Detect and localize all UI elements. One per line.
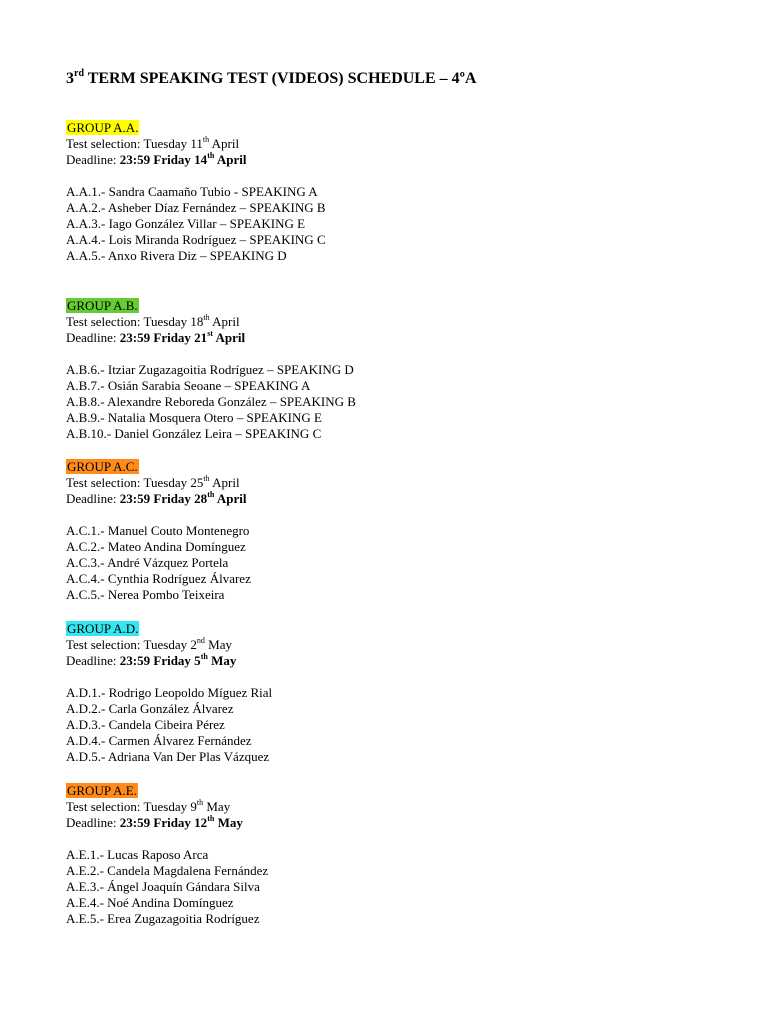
student-list-item: A.D.3.- Candela Cibeira Pérez [66,717,225,732]
student-list-item: A.B.10.- Daniel González Leira – SPEAKING C [66,426,322,441]
student-list-item: A.C.1.- Manuel Couto Montenegro [66,523,250,538]
student-list-item: A.D.5.- Adriana Van Der Plas Vázquez [66,749,270,764]
title-text: TERM SPEAKING TEST (VIDEOS) SCHEDULE – 4ºA [84,70,477,87]
student-list-item: A.C.5.- Nerea Pombo Teixeira [66,587,225,602]
student-list-item: A.E.1.- Lucas Raposo Arca [66,847,209,862]
student-list-item: A.D.1.- Rodrigo Leopoldo Míguez Rial [66,685,273,700]
student-list-item: A.C.2.- Mateo Andina Domínguez [66,539,246,554]
student-list-item: A.C.3.- André Vázquez Portela [66,555,229,570]
group-section-ab [66,298,726,442]
deadline-line: Deadline: 23:59 Friday 5th May [66,651,237,668]
student-list-item: A.B.8.- Alexandre Reboreda González – SPEAKING B [66,394,356,409]
group-section-ae [66,783,726,927]
student-list-item: A.E.4.- Noé Andina Domínguez [66,895,234,910]
student-list-item: A.C.4.- Cynthia Rodríguez Álvarez [66,571,251,586]
student-list-item: A.B.9.- Natalia Mosquera Otero – SPEAKING E [66,410,322,425]
group-section-ac [66,459,726,603]
group-label: GROUP A.E. [67,783,137,798]
student-list-item: A.E.2.- Candela Magdalena Fernández [66,863,269,878]
student-list-item: A.E.3.- Ángel Joaquín Gándara Silva [66,879,260,894]
student-list-item: A.B.6.- Itziar Zugazagoitia Rodríguez – SPEAKING D [66,362,354,377]
document-title [66,67,477,88]
student-list-item: A.A.5.- Anxo Rivera Diz – SPEAKING D [66,248,287,263]
deadline-line: Deadline: 23:59 Friday 21st April [66,328,246,345]
test-selection-line: Test selection: Tuesday 9th May [66,797,231,814]
title-ordinal-suffix: rd [74,67,84,79]
group-label: GROUP A.B. [67,298,138,313]
student-list-item: A.A.4.- Lois Miranda Rodríguez – SPEAKING C [66,232,326,247]
student-list-item: A.D.4.- Carmen Álvarez Fernández [66,733,252,748]
test-selection-line: Test selection: Tuesday 25th April [66,473,240,490]
group-label: GROUP A.C. [67,459,138,474]
student-list-item: A.A.2.- Asheber Díaz Fernández – SPEAKING B [66,200,326,215]
test-selection-line: Test selection: Tuesday 18th April [66,312,240,329]
test-selection-line: Test selection: Tuesday 2nd May [66,635,232,652]
title-ordinal: 3 [66,70,74,87]
student-list-item: A.A.1.- Sandra Caamaño Tubio - SPEAKING A [66,184,318,199]
student-list-item: A.D.2.- Carla González Álvarez [66,701,234,716]
student-list-item: A.E.5.- Erea Zugazagoitia Rodríguez [66,911,260,926]
deadline-line: Deadline: 23:59 Friday 28th April [66,489,247,506]
student-list-item: A.A.3.- Iago González Villar – SPEAKING E [66,216,306,231]
test-selection-line: Test selection: Tuesday 11th April [66,134,240,151]
deadline-line: Deadline: 23:59 Friday 12th May [66,813,243,830]
deadline-line: Deadline: 23:59 Friday 14th April [66,150,247,167]
group-label: GROUP A.A. [67,120,139,135]
group-label: GROUP A.D. [67,621,139,636]
student-list-item: A.B.7.- Osián Sarabia Seoane – SPEAKING A [66,378,311,393]
group-section-aa [66,120,726,264]
group-section-ad [66,621,726,765]
